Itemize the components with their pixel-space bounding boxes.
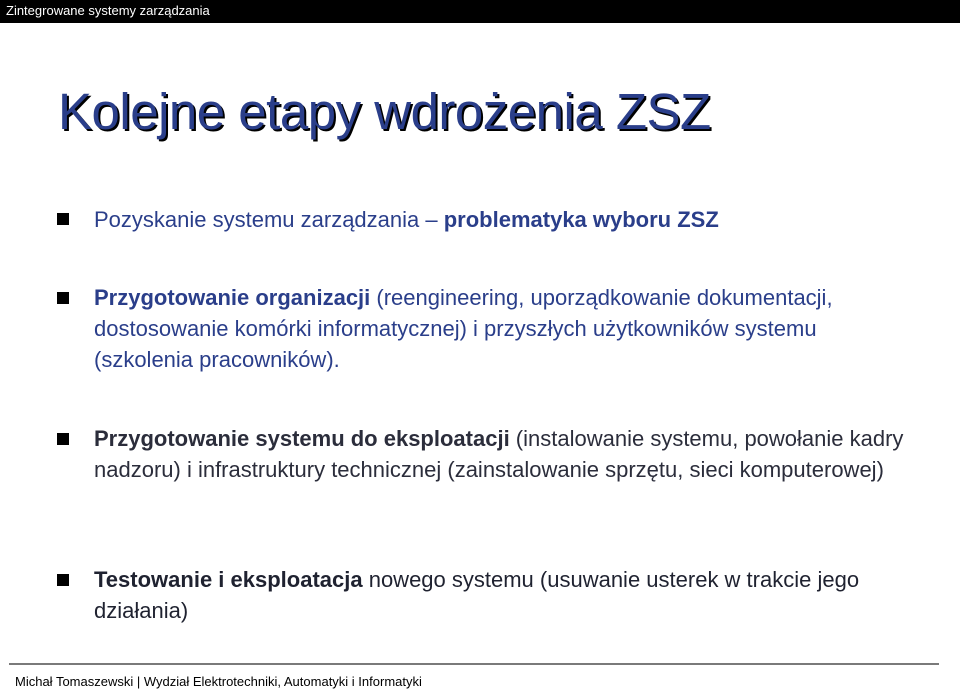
- square-bullet-icon: [57, 574, 69, 586]
- bullet-bold: Przygotowanie organizacji: [94, 285, 371, 310]
- footer-divider: [9, 663, 939, 665]
- square-bullet-icon: [57, 433, 69, 445]
- header-text: Zintegrowane systemy zarządzania: [6, 3, 210, 18]
- bullet-bold: problematyka wyboru ZSZ: [443, 207, 719, 232]
- bullet-bold: Testowanie i eksploatacja: [94, 567, 363, 592]
- slide-title: Kolejne etapy wdrożenia ZSZ: [58, 83, 711, 140]
- square-bullet-icon: [57, 292, 69, 304]
- bullet-text: [94, 282, 914, 375]
- bullet-normal-after: nowego systemu (usuwanie usterek w trakcie jego działania): [94, 567, 860, 623]
- header-bar: [0, 0, 960, 23]
- bullet-text: [94, 564, 914, 626]
- bullet-text: [94, 423, 914, 485]
- bullet-bold: Przygotowanie systemu do eksploatacji: [94, 426, 510, 451]
- bullet-normal-after: (reengineering, uporządkowanie dokumentacji, dostosowanie komórki informatycznej) i przyszłych użytkowników systemu (szkolenia pracowników).: [94, 285, 833, 372]
- square-bullet-icon: [57, 213, 69, 225]
- footer-text: Michał Tomaszewski | Wydział Elektrotechniki, Automatyki i Informatyki: [15, 674, 422, 689]
- bullet-normal-before: Pozyskanie systemu zarządzania –: [94, 207, 444, 232]
- bullet-text: [94, 204, 914, 235]
- bullet-normal-after: (instalowanie systemu, powołanie kadry nadzoru) i infrastruktury technicznej (zainstalowanie sprzętu, sieci komputerowej): [94, 426, 904, 482]
